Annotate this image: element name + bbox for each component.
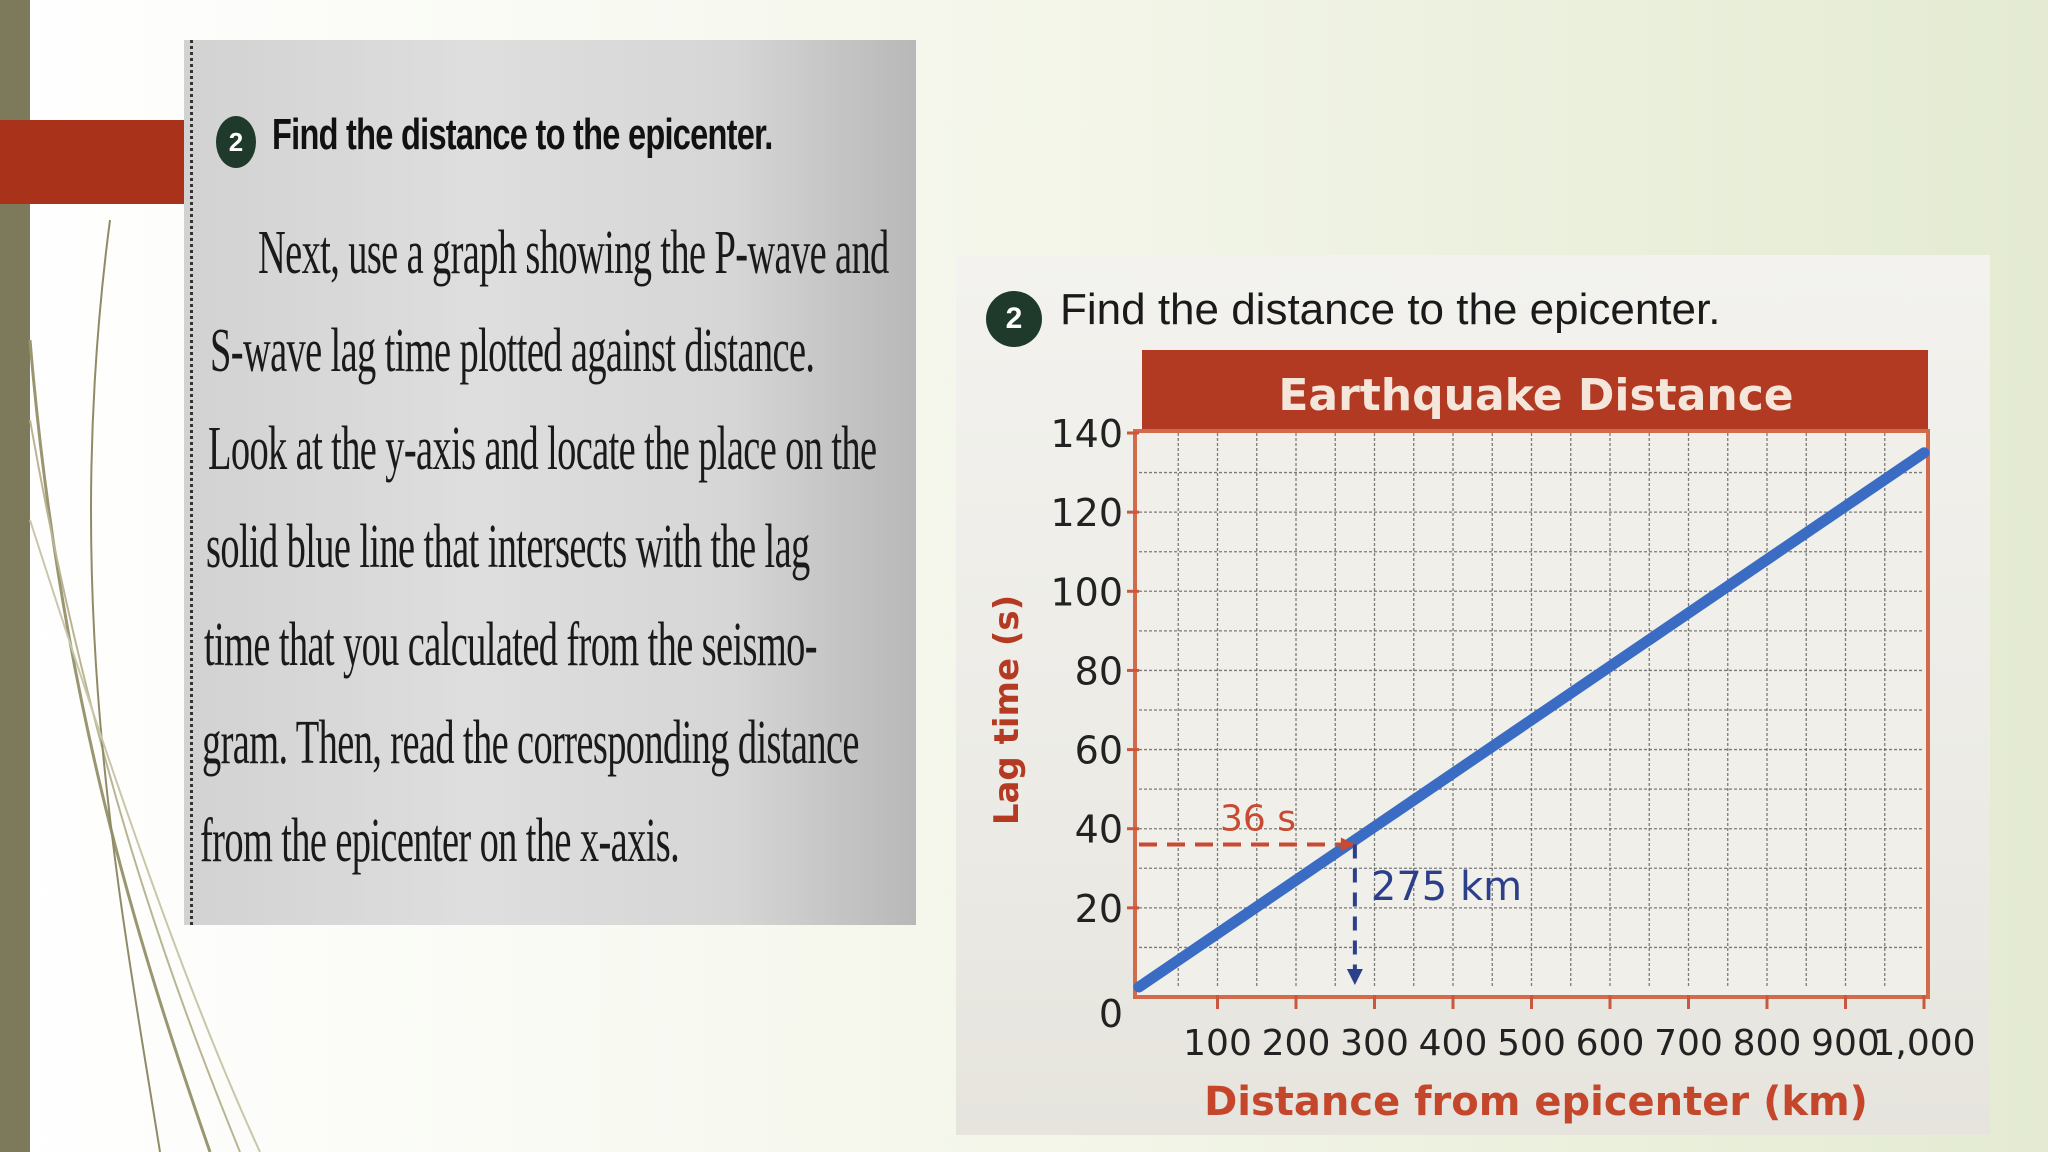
y-tick-label: 80 <box>1074 649 1123 694</box>
y-tick-label: 100 <box>1050 570 1123 615</box>
y-tick-label: 140 <box>1050 412 1123 456</box>
step-number-badge: 2 <box>216 116 256 168</box>
x-axis-label: Distance from epicenter (km) <box>1204 1079 1868 1125</box>
textbook-photo-chart <box>956 255 1990 1135</box>
earthquake-distance-chart <box>956 255 1990 1135</box>
x-tick-label: 100 <box>1183 1023 1252 1064</box>
y-tick-label: 40 <box>1074 807 1123 852</box>
slide-accent-tab <box>0 120 184 204</box>
x-tick-label: 200 <box>1261 1023 1331 1064</box>
y-tick-label: 20 <box>1074 886 1123 931</box>
x-tick-label: 800 <box>1732 1023 1802 1064</box>
x-tick-label: 700 <box>1654 1023 1723 1064</box>
paragraph-line: gram. Then, read the corresponding distance <box>202 709 859 777</box>
chart-title: Earthquake Distance <box>1278 370 1794 421</box>
y-tick-label: 60 <box>1074 728 1123 773</box>
paragraph-line: Look at the y-axis and locate the place on the <box>208 415 877 483</box>
paragraph-line: solid blue line that intersects with the lag <box>206 513 810 581</box>
x-tick-label: 600 <box>1575 1023 1645 1064</box>
textbook-photo-instructions <box>184 40 916 925</box>
y-axis-label: Lag time (s) <box>987 594 1027 826</box>
step-number-badge: 2 <box>986 291 1042 347</box>
step-heading: Find the distance to the epicenter. <box>272 110 773 159</box>
x-tick-label: 900 <box>1811 1023 1880 1064</box>
y-tick-label: 120 <box>1050 491 1123 536</box>
step-heading: Find the distance to the epicenter. <box>1060 285 1721 334</box>
lag-time-label: 36 s <box>1220 798 1297 840</box>
distance-label: 275 km <box>1370 863 1523 910</box>
x-tick-label: 400 <box>1418 1023 1488 1064</box>
paragraph-line: time that you calculated from the seismo- <box>204 611 817 679</box>
y-tick-label: 0 <box>1098 992 1123 1036</box>
x-tick-label: 500 <box>1497 1023 1566 1064</box>
paragraph-line: Next, use a graph showing the P-wave and <box>258 219 889 287</box>
paragraph-line: S-wave lag time plotted against distance. <box>210 317 815 385</box>
x-tick-label: 300 <box>1340 1023 1409 1064</box>
x-tick-label: 1,000 <box>1872 1023 1976 1064</box>
paragraph-line: from the epicenter on the x-axis. <box>200 807 680 875</box>
dotted-margin <box>190 40 193 925</box>
